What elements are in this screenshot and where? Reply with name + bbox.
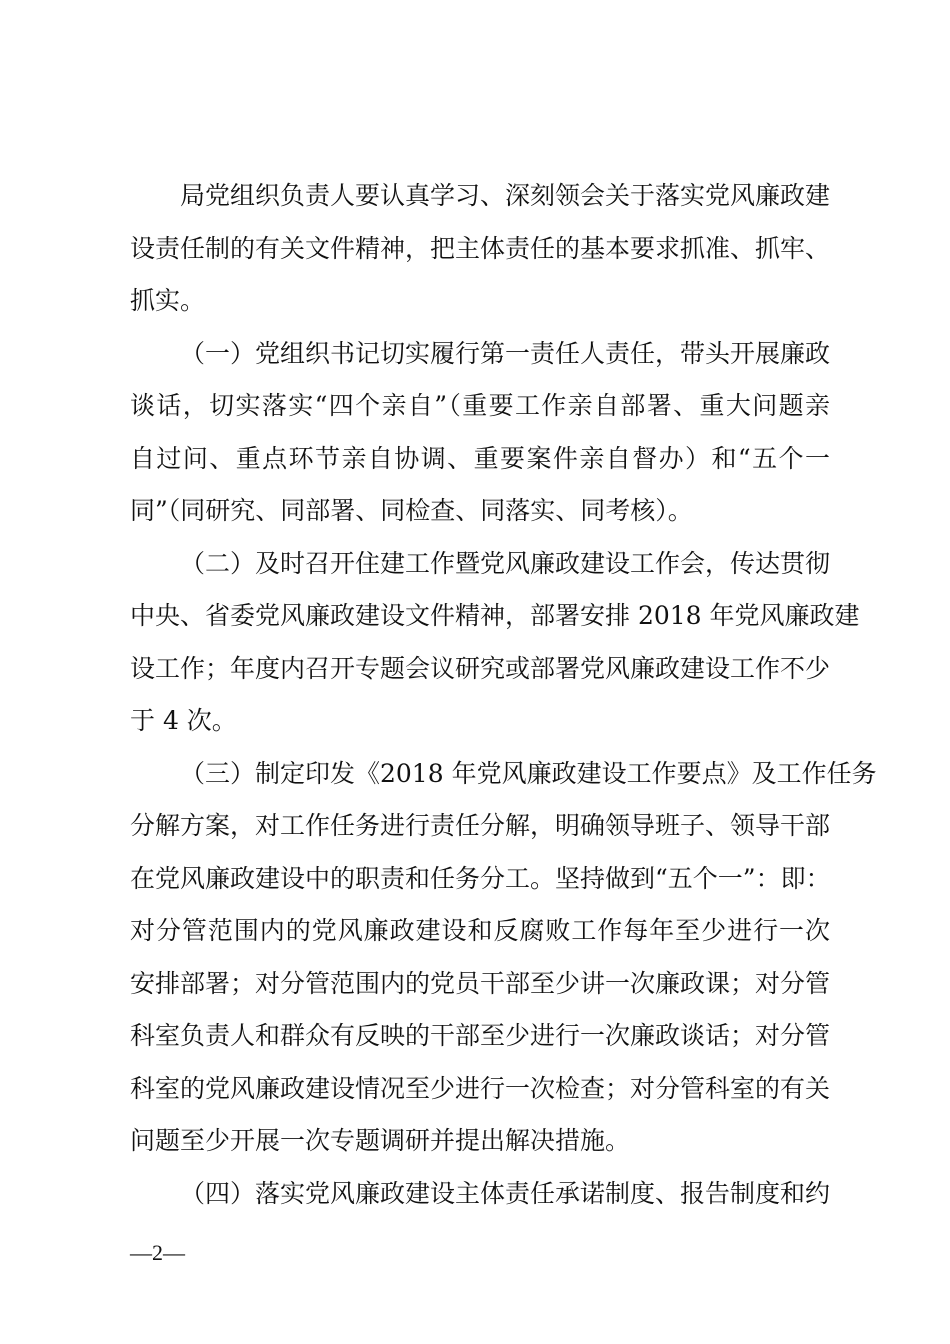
paragraph-line: 自过问、重点环节亲自协调、重要案件亲自督办）和“五个一 <box>130 443 830 473</box>
paragraph-line: （三）制定印发《2018 年党风廉政建设工作要点》及工作任务 <box>180 758 877 788</box>
paragraph-line: 同”（同研究、同部署、同检查、同落实、同考核）。 <box>130 496 693 525</box>
paragraph-line: 设工作；年度内召开专题会议研究或部署党风廉政建设工作不少 <box>130 653 831 683</box>
paragraph-line: 谈话，切实落实“四个亲自”（重要工作亲自部署、重大问题亲 <box>130 391 830 420</box>
paragraph-line: 分解方案，对工作任务进行责任分解，明确领导班子、领导干部 <box>130 811 831 840</box>
paragraph-line: （二）及时召开住建工作暨党风廉政建设工作会，传达贯彻 <box>180 548 831 578</box>
paragraph-line: （一）党组织书记切实履行第一责任人责任，带头开展廉政 <box>180 338 831 368</box>
paragraph-line: 安排部署；对分管范围内的党员干部至少讲一次廉政课；对分管 <box>130 968 831 998</box>
paragraph-line: 对分管范围内的党风廉政建设和反腐败工作每年至少进行一次 <box>130 916 830 945</box>
paragraph-line: 科室的党风廉政建设情况至少进行一次检查；对分管科室的有关 <box>130 1073 831 1103</box>
paragraph-line: 抓实。 <box>130 286 206 315</box>
page-number: —2— <box>130 1240 185 1265</box>
document-body <box>130 170 877 1220</box>
paragraph-line: 于 4 次。 <box>130 706 237 735</box>
paragraph-line: 局党组织负责人要认真学习、深刻领会关于落实党风廉政建 <box>180 181 831 210</box>
paragraph-line: 科室负责人和群众有反映的干部至少进行一次廉政谈话；对分管 <box>130 1021 831 1050</box>
paragraph-line: 中央、省委党风廉政建设文件精神，部署安排 2018 年党风廉政建 <box>130 601 860 630</box>
paragraph-line: （四）落实党风廉政建设主体责任承诺制度、报告制度和约 <box>180 1178 831 1208</box>
paragraph-line: 设责任制的有关文件精神，把主体责任的基本要求抓准、抓牢、 <box>130 233 831 263</box>
paragraph-line: 问题至少开展一次专题调研并提出解决措施。 <box>130 1126 631 1155</box>
paragraph-line: 在党风廉政建设中的职责和任务分工。坚持做到“五个一”：即： <box>130 863 831 893</box>
